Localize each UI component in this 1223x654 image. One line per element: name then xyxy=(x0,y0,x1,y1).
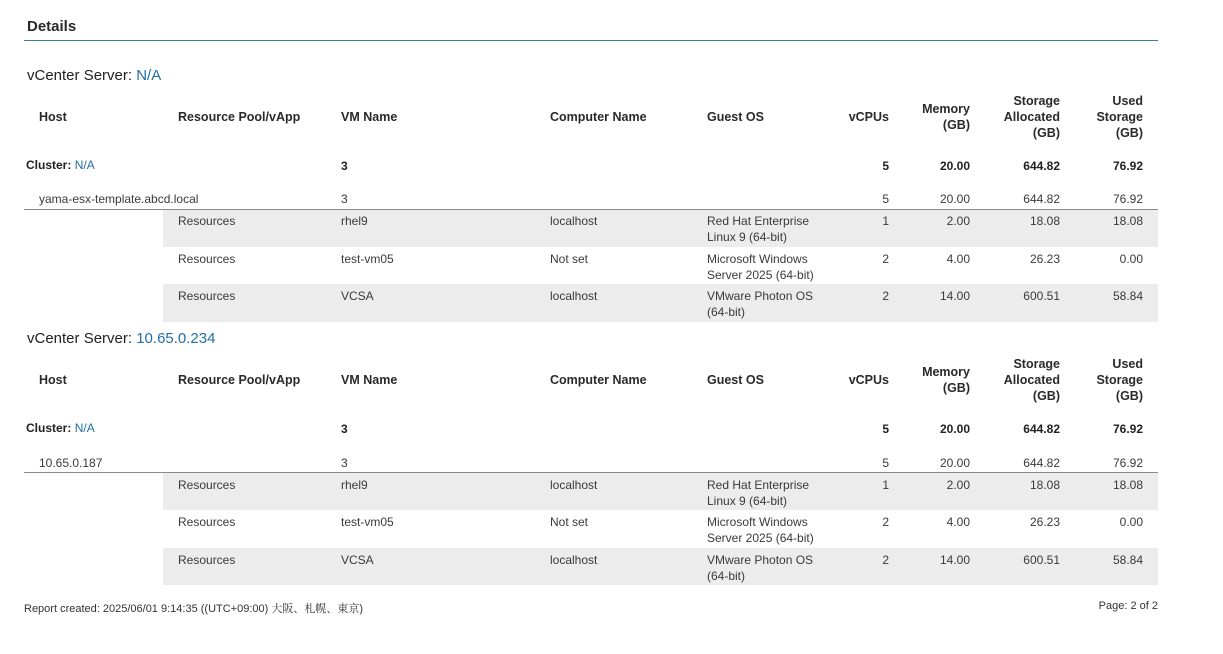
cluster-storage-alloc: 644.82 xyxy=(1023,422,1060,436)
vm-vcpus: 1 xyxy=(882,214,889,228)
host-vm-count: 3 xyxy=(341,192,348,206)
col-header-used-storage-line2: Storage xyxy=(1096,373,1143,387)
col-header-storage-alloc xyxy=(980,356,1060,404)
col-header-memory-line2: (GB) xyxy=(942,118,970,132)
col-header-used-storage-line3: (GB) xyxy=(1115,389,1143,403)
vm-guest-os-line2: Linux 9 (64-bit) xyxy=(707,494,788,508)
cluster-used-storage: 76.92 xyxy=(1112,422,1143,436)
col-header-host: Host xyxy=(39,373,67,387)
page-title: Details xyxy=(27,18,77,35)
col-header-guest-os: Guest OS xyxy=(707,373,764,387)
vm-computer-name: Not set xyxy=(550,515,589,529)
host-vcpus: 5 xyxy=(882,192,889,206)
cluster-used-storage: 76.92 xyxy=(1112,159,1143,173)
vm-memory: 2.00 xyxy=(946,478,970,492)
vcenter-label: vCenter Server: xyxy=(27,330,133,347)
vcenter-heading xyxy=(27,67,161,84)
vm-storage-alloc: 26.23 xyxy=(1029,252,1060,266)
vm-guest-os-line2: (64-bit) xyxy=(707,569,746,583)
vm-storage-alloc: 600.51 xyxy=(1023,553,1060,567)
col-header-used-storage-line1: Used xyxy=(1112,357,1143,371)
vm-name: VCSA xyxy=(341,289,374,303)
col-header-used-storage xyxy=(1070,356,1143,404)
cluster-value: N/A xyxy=(74,421,95,435)
col-header-computer-name: Computer Name xyxy=(550,110,647,124)
col-header-guest-os: Guest OS xyxy=(707,110,764,124)
vm-storage-alloc: 18.08 xyxy=(1029,478,1060,492)
cluster-memory: 20.00 xyxy=(939,422,970,436)
vm-used-storage: 0.00 xyxy=(1119,515,1143,529)
col-header-memory-line1: Memory xyxy=(922,365,970,379)
cluster-memory: 20.00 xyxy=(939,159,970,173)
vm-guest-os-line2: (64-bit) xyxy=(707,305,746,319)
vm-vcpus: 2 xyxy=(882,289,889,303)
vm-vcpus: 2 xyxy=(882,515,889,529)
vm-name: rhel9 xyxy=(341,478,368,492)
col-header-storage-alloc xyxy=(980,93,1060,141)
col-header-storage-alloc-line1: Storage xyxy=(1013,357,1060,371)
vm-used-storage: 0.00 xyxy=(1119,252,1143,266)
vm-used-storage: 18.08 xyxy=(1112,478,1143,492)
vm-memory: 14.00 xyxy=(939,289,970,303)
vm-computer-name: localhost xyxy=(550,289,598,303)
vm-memory: 4.00 xyxy=(946,515,970,529)
col-header-storage-alloc-line2: Allocated xyxy=(1003,373,1060,387)
vm-computer-name: localhost xyxy=(550,214,598,228)
col-header-storage-alloc-line3: (GB) xyxy=(1032,389,1060,403)
col-header-storage-alloc-line1: Storage xyxy=(1013,94,1060,108)
col-header-used-storage-line1: Used xyxy=(1112,94,1143,108)
vm-name: rhel9 xyxy=(341,214,368,228)
vm-storage-alloc: 18.08 xyxy=(1029,214,1060,228)
col-header-vm-name: VM Name xyxy=(341,110,398,124)
vm-vcpus: 2 xyxy=(882,252,889,266)
col-header-pool: Resource Pool/vApp xyxy=(178,373,301,387)
host-name: 10.65.0.187 xyxy=(39,456,103,470)
vm-pool: Resources xyxy=(178,515,236,529)
col-header-memory-line2: (GB) xyxy=(942,381,970,395)
vm-guest-os xyxy=(707,477,809,509)
cluster-storage-alloc: 644.82 xyxy=(1023,159,1060,173)
host-memory: 20.00 xyxy=(939,456,970,470)
vm-name: VCSA xyxy=(341,553,374,567)
col-header-memory xyxy=(900,364,970,396)
vm-name: test-vm05 xyxy=(341,252,394,266)
vm-pool: Resources xyxy=(178,214,236,228)
host-storage-alloc: 644.82 xyxy=(1023,192,1060,206)
cluster-vcpus: 5 xyxy=(882,422,889,436)
title-divider xyxy=(24,40,1158,41)
host-vm-count: 3 xyxy=(341,456,348,470)
cluster-label-text: Cluster: xyxy=(26,421,72,435)
vcenter-value: N/A xyxy=(136,67,162,84)
cluster-label xyxy=(26,421,95,435)
vm-guest-os-line1: Red Hat Enterprise xyxy=(707,478,810,492)
vm-used-storage: 18.08 xyxy=(1112,214,1143,228)
col-header-storage-alloc-line2: Allocated xyxy=(1003,110,1060,124)
vm-pool: Resources xyxy=(178,289,236,303)
vm-guest-os-line2: Server 2025 (64-bit) xyxy=(707,531,814,545)
vm-used-storage: 58.84 xyxy=(1112,553,1143,567)
col-header-used-storage-line2: Storage xyxy=(1096,110,1143,124)
vm-guest-os-line1: Microsoft Windows xyxy=(707,515,808,529)
vm-guest-os xyxy=(707,514,814,546)
col-header-vm-name: VM Name xyxy=(341,373,398,387)
host-memory: 20.00 xyxy=(939,192,970,206)
vm-name: test-vm05 xyxy=(341,515,394,529)
vm-guest-os xyxy=(707,552,813,584)
col-header-vcpus: vCPUs xyxy=(848,373,889,387)
col-header-pool: Resource Pool/vApp xyxy=(178,110,301,124)
vm-guest-os-line1: Microsoft Windows xyxy=(707,252,808,266)
col-header-memory-line1: Memory xyxy=(922,102,970,116)
vm-guest-os-line1: Red Hat Enterprise xyxy=(707,214,810,228)
vcenter-section xyxy=(0,67,1223,325)
page-number: Page: 2 of 2 xyxy=(1098,600,1158,612)
vcenter-section xyxy=(0,330,1223,588)
cluster-value: N/A xyxy=(74,158,95,172)
col-header-storage-alloc-line3: (GB) xyxy=(1032,126,1060,140)
vm-pool: Resources xyxy=(178,252,236,266)
cluster-label-text: Cluster: xyxy=(26,158,72,172)
cluster-vm-count: 3 xyxy=(341,159,348,173)
vm-memory: 4.00 xyxy=(946,252,970,266)
vcenter-label: vCenter Server: xyxy=(27,67,133,84)
vm-guest-os xyxy=(707,213,809,245)
vm-computer-name: Not set xyxy=(550,252,589,266)
vm-guest-os xyxy=(707,251,814,283)
vm-guest-os-line1: VMware Photon OS xyxy=(707,289,814,303)
col-header-computer-name: Computer Name xyxy=(550,373,647,387)
col-header-used-storage xyxy=(1070,93,1143,141)
col-header-host: Host xyxy=(39,110,67,124)
col-header-used-storage-line3: (GB) xyxy=(1115,126,1143,140)
host-used-storage: 76.92 xyxy=(1112,456,1143,470)
host-storage-alloc: 644.82 xyxy=(1023,456,1060,470)
col-header-vcpus: vCPUs xyxy=(848,110,889,124)
vm-storage-alloc: 600.51 xyxy=(1023,289,1060,303)
vm-guest-os-line2: Linux 9 (64-bit) xyxy=(707,230,788,244)
col-header-memory xyxy=(900,101,970,133)
host-used-storage: 76.92 xyxy=(1112,192,1143,206)
host-name: yama-esx-template.abcd.local xyxy=(39,192,199,206)
cluster-label xyxy=(26,158,95,172)
vm-used-storage: 58.84 xyxy=(1112,289,1143,303)
vm-vcpus: 1 xyxy=(882,478,889,492)
vm-pool: Resources xyxy=(178,553,236,567)
report-created-text: Report created: 2025/06/01 9:14:35 ((UTC+09:00) 大阪、札幌、東京) xyxy=(24,603,364,615)
host-vcpus: 5 xyxy=(882,456,889,470)
vm-computer-name: localhost xyxy=(550,553,598,567)
vm-storage-alloc: 26.23 xyxy=(1029,515,1060,529)
cluster-vm-count: 3 xyxy=(341,422,348,436)
vm-guest-os-line2: Server 2025 (64-bit) xyxy=(707,268,814,282)
vcenter-heading xyxy=(27,330,215,347)
vm-vcpus: 2 xyxy=(882,553,889,567)
vm-guest-os xyxy=(707,288,813,320)
vm-pool: Resources xyxy=(178,478,236,492)
vm-memory: 2.00 xyxy=(946,214,970,228)
vm-memory: 14.00 xyxy=(939,553,970,567)
vcenter-value: 10.65.0.234 xyxy=(136,330,216,347)
cluster-vcpus: 5 xyxy=(882,159,889,173)
vm-guest-os-line1: VMware Photon OS xyxy=(707,553,814,567)
vm-computer-name: localhost xyxy=(550,478,598,492)
